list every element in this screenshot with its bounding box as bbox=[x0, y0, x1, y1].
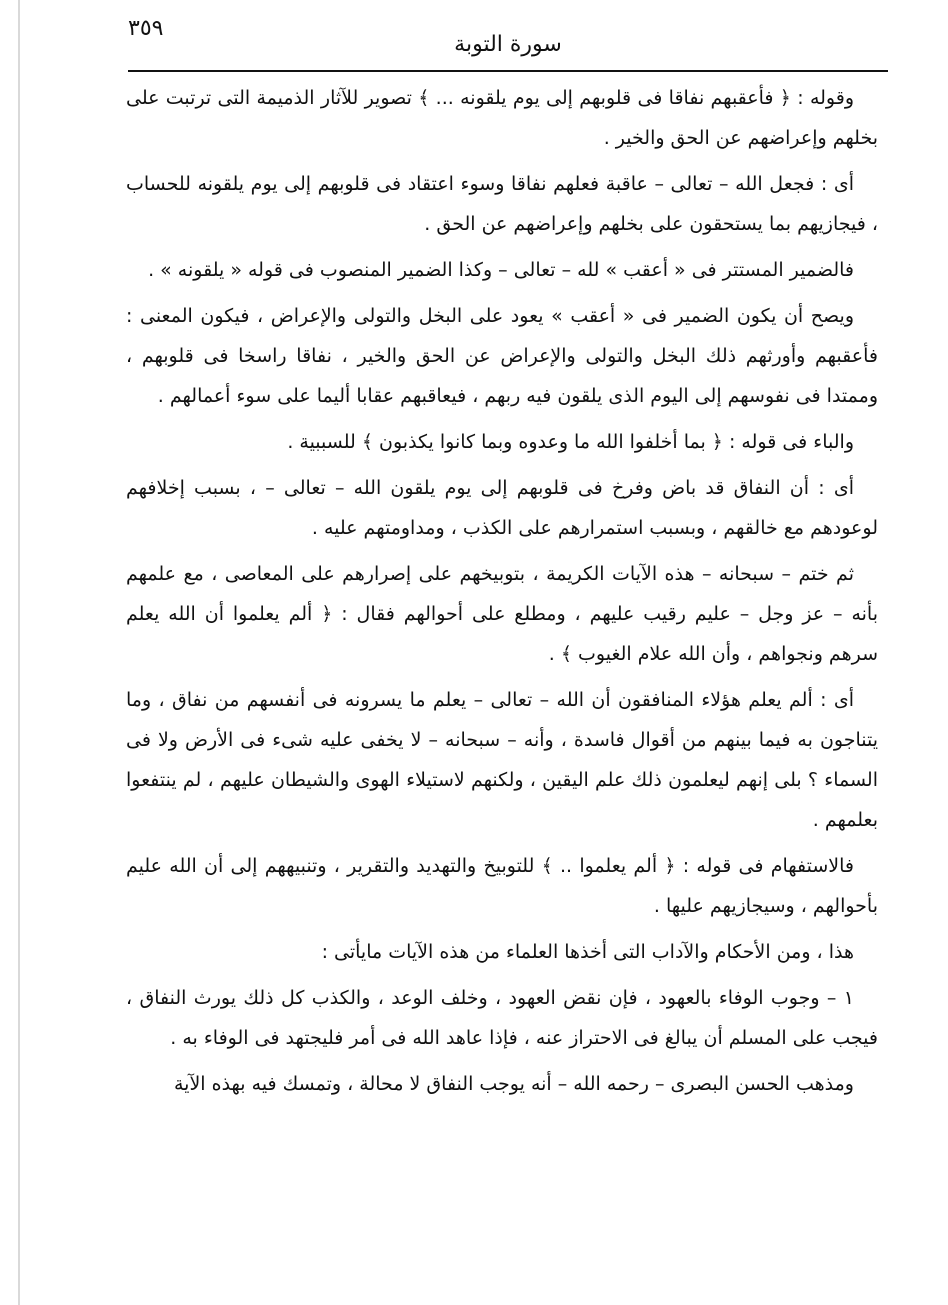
paragraph: ومذهب الحسن البصرى – رحمه الله – أنه يوجب النفاق لا محالة ، وتمسك فيه بهذه الآية bbox=[173, 1073, 854, 1095]
body-text bbox=[126, 78, 878, 1110]
paragraph: ١ – وجوب الوفاء بالعهود ، فإن نقض العهود ، وخلف الوعد ، والكذب كل ذلك يورث النفاق ، فيجب على المسلم أن يبالغ فى الاحتراز عنه ، فإذا عاهد الله فى أمر فليجتهد فى الوفاء به . bbox=[126, 987, 878, 1049]
running-title: سورة التوبة bbox=[454, 32, 562, 57]
paragraph: أى : أن النفاق قد باض وفرخ فى قلوبهم إلى يوم يلقون الله – تعالى – ، بسبب إخلافهم لوعودهم مع خالقهم ، وبسبب استمرارهم على الكذب ، ومداومتهم عليه . bbox=[126, 477, 878, 539]
paragraph: ويصح أن يكون الضمير فى « أعقب » يعود على البخل والتولى والإعراض ، فيكون المعنى : فأعقبهم وأورثهم ذلك البخل والتولى والإعراض عن الحق والخير ، نفاقا راسخا فى قلوبهم ، وممتدا فى نفوسهم إلى اليوم الذى يلقون فيه ربهم ، فيعاقبهم عقابا أليما على سوء أعمالهم . bbox=[126, 305, 878, 407]
paragraph: أى : ألم يعلم هؤلاء المنافقون أن الله – تعالى – يعلم ما يسرونه فى أنفسهم من نفاق ، وما يتناجون به فيما بينهم من أقوال فاسدة ، وأنه – سبحانه – لا يخفى عليه شىء فى الأرض ولا فى السماء ؟ بلى إنهم ليعلمون ذلك علم اليقين ، ولكنهم لاستيلاء الهوى والشيطان عليهم ، لم ينتفعوا بعلمهم . bbox=[126, 689, 878, 831]
paragraph: وقوله : ﴿ فأعقبهم نفاقا فى قلوبهم إلى يوم يلقونه ... ﴾ تصوير للآثار الذميمة التى ترتبت على بخلهم وإعراضهم عن الحق والخير . bbox=[126, 87, 878, 149]
page-number: ٣٥٩ bbox=[128, 16, 164, 41]
paragraph: ثم ختم – سبحانه – هذه الآيات الكريمة ، بتوبيخهم على إصرارهم على المعاصى ، مع علمهم بأنه – عز وجل – عليم رقيب عليهم ، ومطلع على أحوالهم فقال : ﴿ ألم يعلموا أن الله يعلم سرهم ونجواهم ، وأن الله علام الغيوب ﴾ . bbox=[126, 563, 878, 665]
page-header bbox=[128, 14, 888, 72]
paragraph: والباء فى قوله : ﴿ بما أخلفوا الله ما وعدوه وبما كانوا يكذبون ﴾ للسببية . bbox=[287, 431, 854, 453]
paragraph: فالضمير المستتر فى « أعقب » لله – تعالى – وكذا الضمير المنصوب فى قوله « يلقونه » . bbox=[148, 259, 854, 281]
paragraph: أى : فجعل الله – تعالى – عاقبة فعلهم نفاقا وسوء اعتقاد فى قلوبهم إلى يوم يلقونه للحساب ، فيجازيهم بما يستحقون على بخلهم وإعراضهم عن الحق . bbox=[126, 173, 878, 235]
page-edge bbox=[18, 0, 20, 1305]
paragraph: هذا ، ومن الأحكام والآداب التى أخذها العلماء من هذه الآيات مايأتى : bbox=[321, 941, 854, 963]
paragraph: فالاستفهام فى قوله : ﴿ ألم يعلموا .. ﴾ للتوبيخ والتهديد والتقرير ، وتنبيههم إلى أن الله عليم بأحوالهم ، وسيجازيهم عليها . bbox=[126, 855, 878, 917]
